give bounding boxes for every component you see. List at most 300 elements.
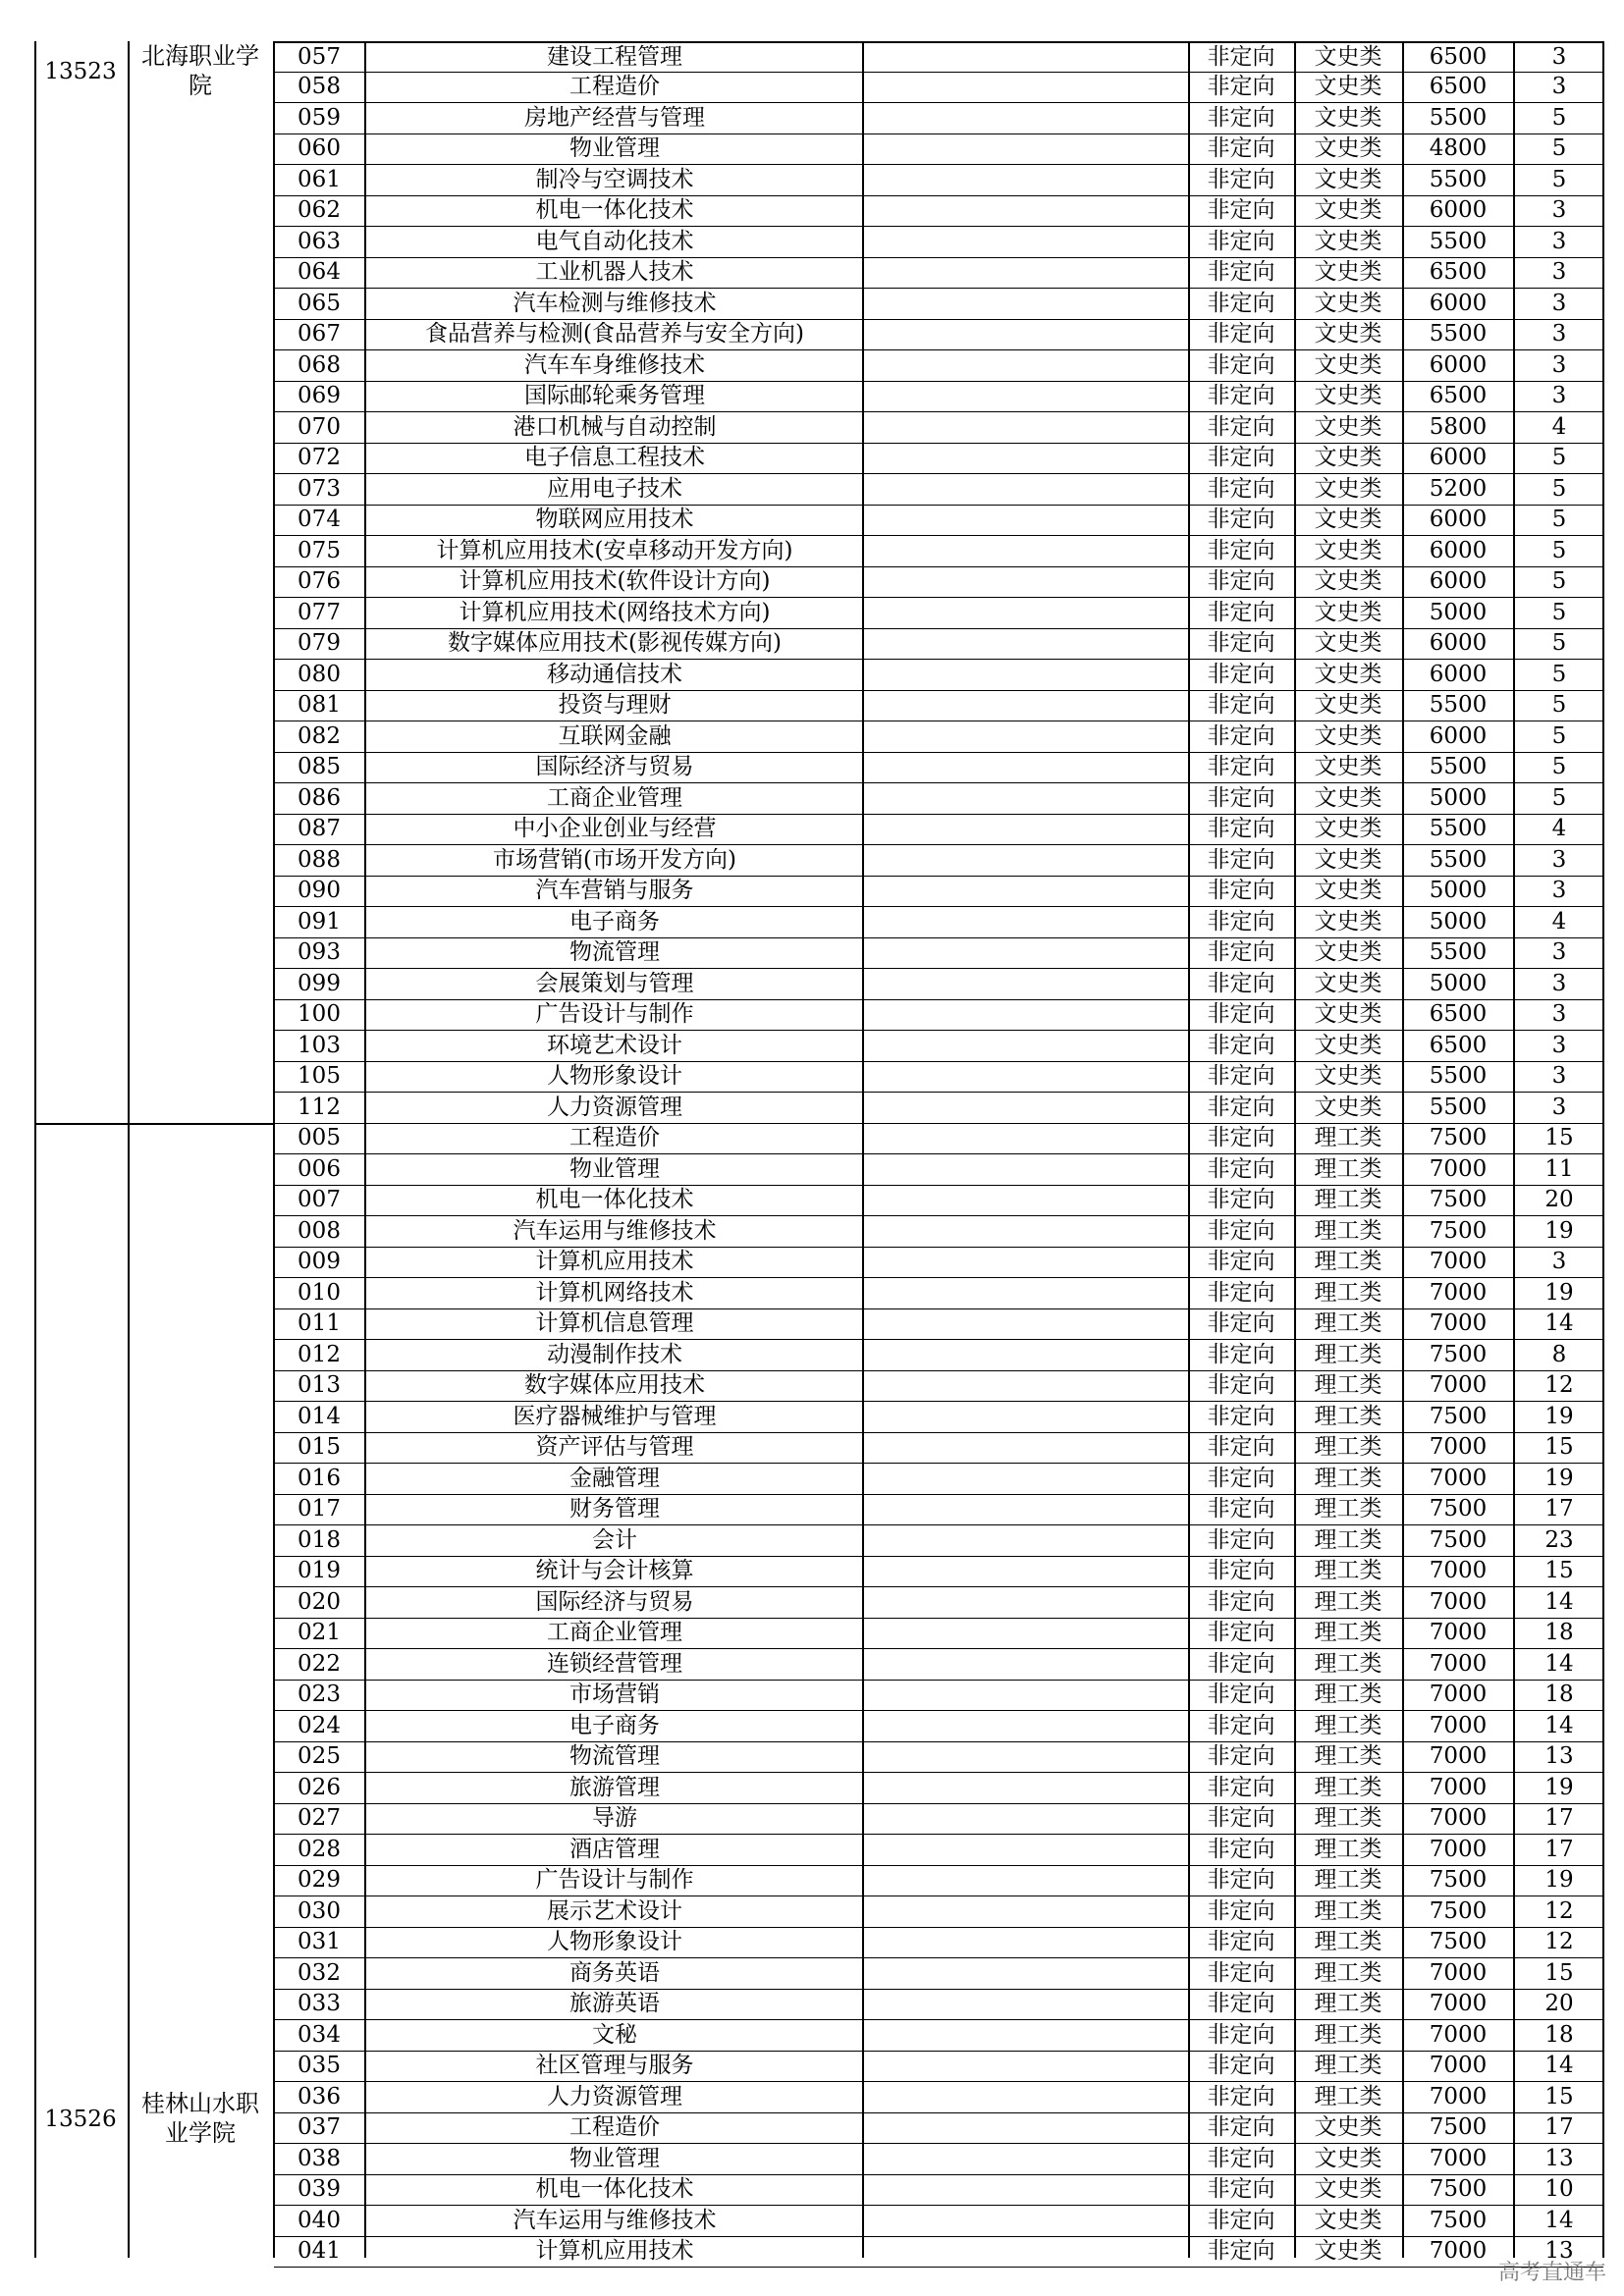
row-direction: 非定向 <box>1207 290 1275 316</box>
row-major: 广告设计与制作 <box>535 1001 694 1028</box>
table-row <box>274 1896 1603 1928</box>
row-plan: 12 <box>1544 1372 1574 1399</box>
row-fee: 5000 <box>1429 784 1488 811</box>
row-plan: 3 <box>1551 878 1567 904</box>
row-major: 国际邮轮乘务管理 <box>524 383 705 409</box>
table-row <box>274 969 1603 1000</box>
row-direction: 非定向 <box>1207 1032 1275 1058</box>
table-row <box>274 783 1603 815</box>
row-category: 理工类 <box>1314 1991 1382 2017</box>
row-direction: 非定向 <box>1207 2114 1275 2141</box>
row-code: 018 <box>298 1526 341 1553</box>
row-plan: 3 <box>1551 43 1567 70</box>
row-category: 文史类 <box>1314 413 1382 440</box>
row-direction: 非定向 <box>1207 1001 1275 1028</box>
row-category: 理工类 <box>1314 1588 1382 1615</box>
row-code: 069 <box>298 383 341 409</box>
row-category: 文史类 <box>1314 166 1382 192</box>
row-code: 070 <box>298 413 341 440</box>
row-code: 009 <box>298 1249 341 1275</box>
row-category: 文史类 <box>1314 878 1382 904</box>
table-row <box>274 1278 1603 1309</box>
table-row <box>274 444 1603 475</box>
table-row <box>274 1062 1603 1094</box>
row-fee: 7000 <box>1429 1682 1488 1708</box>
row-fee: 5000 <box>1429 599 1488 625</box>
row-plan: 17 <box>1544 1496 1574 1522</box>
row-plan: 19 <box>1544 1217 1574 1244</box>
row-direction: 非定向 <box>1207 104 1275 131</box>
row-major: 电气自动化技术 <box>535 228 694 254</box>
row-fee: 5500 <box>1429 754 1488 780</box>
row-direction: 非定向 <box>1207 1929 1275 1955</box>
row-category: 文史类 <box>1314 2114 1382 2141</box>
row-code: 035 <box>298 2053 341 2079</box>
row-code: 058 <box>298 74 341 100</box>
row-fee: 6000 <box>1429 351 1488 378</box>
row-code: 037 <box>298 2114 341 2141</box>
row-plan: 3 <box>1551 1249 1567 1275</box>
row-direction: 非定向 <box>1207 1650 1275 1677</box>
row-plan: 4 <box>1551 413 1567 440</box>
table-row <box>274 134 1603 166</box>
row-fee: 7000 <box>1429 1743 1488 1770</box>
row-plan: 17 <box>1544 1805 1574 1832</box>
row-direction: 非定向 <box>1207 135 1275 162</box>
row-code: 038 <box>298 2145 341 2171</box>
row-category: 文史类 <box>1314 197 1382 224</box>
row-code: 034 <box>298 2021 341 2048</box>
row-category: 理工类 <box>1314 1836 1382 1862</box>
row-major: 电子信息工程技术 <box>524 445 705 471</box>
row-category: 文史类 <box>1314 939 1382 966</box>
table-row <box>274 320 1603 351</box>
row-major: 旅游管理 <box>569 1774 660 1800</box>
row-code: 013 <box>298 1372 341 1399</box>
row-direction: 非定向 <box>1207 475 1275 502</box>
row-direction: 非定向 <box>1207 1063 1275 1090</box>
table-row <box>274 2144 1603 2175</box>
row-direction: 非定向 <box>1207 2238 1275 2265</box>
row-major: 汽车运用与维修技术 <box>513 2207 717 2233</box>
table-row <box>274 73 1603 104</box>
row-code: 088 <box>298 846 341 873</box>
row-major: 移动通信技术 <box>547 661 682 687</box>
row-direction: 非定向 <box>1207 2053 1275 2079</box>
row-code: 012 <box>298 1341 341 1367</box>
row-direction: 非定向 <box>1207 43 1275 70</box>
row-direction: 非定向 <box>1207 908 1275 934</box>
row-plan: 15 <box>1544 1558 1574 1584</box>
table-row <box>274 1248 1603 1279</box>
row-direction: 非定向 <box>1207 722 1275 749</box>
row-major: 建设工程管理 <box>547 43 682 70</box>
row-direction: 非定向 <box>1207 445 1275 471</box>
row-major: 机电一体化技术 <box>535 197 694 224</box>
row-category: 文史类 <box>1314 2176 1382 2203</box>
table-row <box>274 1587 1603 1619</box>
row-direction: 非定向 <box>1207 1959 1275 1986</box>
row-fee: 6000 <box>1429 290 1488 316</box>
row-code: 079 <box>298 630 341 657</box>
row-fee: 7000 <box>1429 1155 1488 1182</box>
row-major: 计算机应用技术(网络技术方向) <box>459 599 771 625</box>
row-direction: 非定向 <box>1207 1712 1275 1738</box>
row-major: 医疗器械维护与管理 <box>513 1403 717 1429</box>
table-row <box>274 196 1603 228</box>
row-category: 理工类 <box>1314 1526 1382 1553</box>
row-category: 文史类 <box>1314 722 1382 749</box>
row-direction: 非定向 <box>1207 2021 1275 2048</box>
table-row <box>274 1340 1603 1371</box>
table-row <box>274 1124 1603 1155</box>
row-direction: 非定向 <box>1207 1187 1275 1213</box>
row-fee: 7000 <box>1429 1712 1488 1738</box>
row-direction: 非定向 <box>1207 259 1275 286</box>
row-major: 酒店管理 <box>569 1836 660 1862</box>
row-fee: 7000 <box>1429 1249 1488 1275</box>
table-row <box>274 2082 1603 2113</box>
row-direction: 非定向 <box>1207 228 1275 254</box>
row-direction: 非定向 <box>1207 970 1275 996</box>
row-fee: 7500 <box>1429 1867 1488 1894</box>
row-code: 068 <box>298 351 341 378</box>
row-code: 077 <box>298 599 341 625</box>
row-code: 016 <box>298 1465 341 1491</box>
row-major: 工程造价 <box>569 1125 660 1151</box>
table-row <box>274 1773 1603 1804</box>
row-category: 文史类 <box>1314 784 1382 811</box>
row-direction: 非定向 <box>1207 1403 1275 1429</box>
row-code: 010 <box>298 1279 341 1306</box>
row-category: 文史类 <box>1314 74 1382 100</box>
row-plan: 5 <box>1551 599 1567 625</box>
row-major: 数字媒体应用技术(影视传媒方向) <box>448 630 782 657</box>
row-category: 理工类 <box>1314 1897 1382 1924</box>
row-direction: 非定向 <box>1207 2083 1275 2109</box>
row-direction: 非定向 <box>1207 630 1275 657</box>
row-major: 物业管理 <box>569 135 660 162</box>
table-row <box>274 289 1603 320</box>
row-plan: 3 <box>1551 290 1567 316</box>
row-direction: 非定向 <box>1207 2207 1275 2233</box>
row-major: 汽车检测与维修技术 <box>513 290 717 316</box>
row-plan: 3 <box>1551 74 1567 100</box>
row-fee: 7000 <box>1429 2083 1488 2109</box>
row-direction: 非定向 <box>1207 1465 1275 1491</box>
row-category: 文史类 <box>1314 568 1382 595</box>
row-code: 039 <box>298 2176 341 2203</box>
row-fee: 6500 <box>1429 383 1488 409</box>
row-fee: 5500 <box>1429 692 1488 719</box>
row-major: 市场营销 <box>569 1682 660 1708</box>
row-category: 文史类 <box>1314 228 1382 254</box>
row-major: 商务英语 <box>569 1959 660 1986</box>
row-code: 029 <box>298 1867 341 1894</box>
row-plan: 17 <box>1544 1836 1574 1862</box>
table-row <box>274 382 1603 413</box>
row-fee: 7500 <box>1429 1526 1488 1553</box>
row-category: 理工类 <box>1314 1867 1382 1894</box>
table-row <box>274 258 1603 290</box>
table-row <box>274 1866 1603 1897</box>
row-category: 理工类 <box>1314 2083 1382 2109</box>
row-category: 理工类 <box>1314 1217 1382 1244</box>
row-code: 008 <box>298 1217 341 1244</box>
row-plan: 13 <box>1544 2145 1574 2171</box>
row-major: 人力资源管理 <box>547 2083 682 2109</box>
table-row <box>274 1681 1603 1712</box>
row-plan: 18 <box>1544 2021 1574 2048</box>
row-fee: 7000 <box>1429 2238 1488 2265</box>
row-category: 文史类 <box>1314 537 1382 563</box>
row-major: 物业管理 <box>569 2145 660 2171</box>
table-row <box>274 227 1603 258</box>
row-fee: 7500 <box>1429 1403 1488 1429</box>
row-code: 023 <box>298 1682 341 1708</box>
row-major: 环境艺术设计 <box>547 1032 682 1058</box>
row-plan: 5 <box>1551 507 1567 533</box>
row-direction: 非定向 <box>1207 166 1275 192</box>
row-plan: 5 <box>1551 135 1567 162</box>
row-direction: 非定向 <box>1207 692 1275 719</box>
row-category: 文史类 <box>1314 2238 1382 2265</box>
row-plan: 3 <box>1551 321 1567 347</box>
row-code: 011 <box>298 1310 341 1337</box>
row-plan: 5 <box>1551 722 1567 749</box>
row-category: 文史类 <box>1314 2207 1382 2233</box>
row-direction: 非定向 <box>1207 784 1275 811</box>
row-plan: 19 <box>1544 1867 1574 1894</box>
row-plan: 11 <box>1544 1155 1574 1182</box>
row-fee: 7000 <box>1429 1310 1488 1337</box>
row-plan: 5 <box>1551 445 1567 471</box>
row-category: 理工类 <box>1314 1434 1382 1461</box>
table-row <box>274 721 1603 753</box>
row-code: 027 <box>298 1805 341 1832</box>
row-direction: 非定向 <box>1207 2145 1275 2171</box>
row-direction: 非定向 <box>1207 599 1275 625</box>
row-major: 电子商务 <box>569 1712 660 1738</box>
row-fee: 5800 <box>1429 413 1488 440</box>
row-category: 理工类 <box>1314 1650 1382 1677</box>
table-row <box>274 629 1603 661</box>
row-plan: 15 <box>1544 1125 1574 1151</box>
table-row <box>274 536 1603 567</box>
row-category: 理工类 <box>1314 1465 1382 1491</box>
row-major: 连锁经营管理 <box>547 1650 682 1677</box>
row-code: 020 <box>298 1588 341 1615</box>
row-direction: 非定向 <box>1207 1094 1275 1120</box>
row-plan: 3 <box>1551 1001 1567 1028</box>
row-major: 机电一体化技术 <box>535 2176 694 2203</box>
row-major: 国际经济与贸易 <box>535 754 694 780</box>
row-fee: 7000 <box>1429 1279 1488 1306</box>
table-row <box>274 938 1603 970</box>
row-category: 理工类 <box>1314 1620 1382 1646</box>
row-category: 文史类 <box>1314 290 1382 316</box>
row-category: 理工类 <box>1314 1682 1382 1708</box>
row-major: 数字媒体应用技术 <box>524 1372 705 1399</box>
row-category: 理工类 <box>1314 1155 1382 1182</box>
row-plan: 20 <box>1544 1991 1574 2017</box>
row-major: 财务管理 <box>569 1496 660 1522</box>
row-plan: 5 <box>1551 630 1567 657</box>
row-plan: 19 <box>1544 1403 1574 1429</box>
row-category: 文史类 <box>1314 383 1382 409</box>
table-row <box>274 1495 1603 1526</box>
table-row <box>274 1557 1603 1588</box>
row-major: 金融管理 <box>569 1465 660 1491</box>
row-major: 市场营销(市场开发方向) <box>493 846 736 873</box>
row-fee: 7000 <box>1429 1620 1488 1646</box>
row-plan: 14 <box>1544 1588 1574 1615</box>
row-code: 006 <box>298 1155 341 1182</box>
row-category: 文史类 <box>1314 754 1382 780</box>
row-major: 计算机应用技术 <box>535 2238 694 2265</box>
row-category: 理工类 <box>1314 1496 1382 1522</box>
row-category: 理工类 <box>1314 1125 1382 1151</box>
row-category: 文史类 <box>1314 475 1382 502</box>
table-row <box>274 1990 1603 2021</box>
row-fee: 7000 <box>1429 1558 1488 1584</box>
row-fee: 5500 <box>1429 816 1488 842</box>
row-code: 021 <box>298 1620 341 1646</box>
row-major: 国际经济与贸易 <box>535 1588 694 1615</box>
table-row <box>274 1186 1603 1217</box>
row-major: 互联网金融 <box>558 722 672 749</box>
row-category: 理工类 <box>1314 1743 1382 1770</box>
table-row <box>274 1000 1603 1032</box>
row-direction: 非定向 <box>1207 1743 1275 1770</box>
row-code: 065 <box>298 290 341 316</box>
row-major: 中小企业创业与经营 <box>513 816 717 842</box>
row-fee: 7500 <box>1429 1897 1488 1924</box>
table-row <box>274 41 1603 73</box>
row-code: 024 <box>298 1712 341 1738</box>
row-category: 理工类 <box>1314 1774 1382 1800</box>
row-major: 应用电子技术 <box>547 475 682 502</box>
row-major: 人力资源管理 <box>547 1094 682 1120</box>
row-category: 理工类 <box>1314 1279 1382 1306</box>
table-row <box>274 412 1603 444</box>
row-category: 理工类 <box>1314 1712 1382 1738</box>
table-row <box>274 2113 1603 2145</box>
row-fee: 5500 <box>1429 321 1488 347</box>
row-code: 074 <box>298 507 341 533</box>
table-row <box>274 845 1603 877</box>
row-code: 033 <box>298 1991 341 2017</box>
table-row <box>274 877 1603 908</box>
row-plan: 14 <box>1544 1712 1574 1738</box>
row-direction: 非定向 <box>1207 1558 1275 1584</box>
row-direction: 非定向 <box>1207 878 1275 904</box>
row-plan: 3 <box>1551 228 1567 254</box>
row-fee: 7000 <box>1429 1588 1488 1615</box>
row-code: 085 <box>298 754 341 780</box>
row-fee: 7500 <box>1429 1496 1488 1522</box>
table-row <box>274 1093 1603 1124</box>
table-row <box>274 1464 1603 1495</box>
row-fee: 7000 <box>1429 1650 1488 1677</box>
row-plan: 14 <box>1544 2053 1574 2079</box>
row-plan: 10 <box>1544 2176 1574 2203</box>
row-direction: 非定向 <box>1207 661 1275 687</box>
row-fee: 7000 <box>1429 1774 1488 1800</box>
row-fee: 6500 <box>1429 1001 1488 1028</box>
row-fee: 7000 <box>1429 1372 1488 1399</box>
row-fee: 7000 <box>1429 2053 1488 2079</box>
row-fee: 5500 <box>1429 846 1488 873</box>
school-separator <box>34 1123 275 1125</box>
table-row <box>274 1031 1603 1062</box>
row-major: 电子商务 <box>569 908 660 934</box>
row-code: 062 <box>298 197 341 224</box>
table-row <box>274 598 1603 629</box>
row-code: 103 <box>298 1032 341 1058</box>
row-category: 文史类 <box>1314 445 1382 471</box>
row-major: 港口机械与自动控制 <box>513 413 717 440</box>
table-row <box>274 691 1603 722</box>
row-code: 025 <box>298 1743 341 1770</box>
row-direction: 非定向 <box>1207 1836 1275 1862</box>
table-row <box>274 1958 1603 1990</box>
row-fee: 7500 <box>1429 1341 1488 1367</box>
table-row <box>274 1928 1603 1959</box>
row-direction: 非定向 <box>1207 1682 1275 1708</box>
row-fee: 5500 <box>1429 166 1488 192</box>
row-code: 032 <box>298 1959 341 1986</box>
row-major: 汽车营销与服务 <box>535 878 694 904</box>
row-code: 041 <box>298 2238 341 2265</box>
row-code: 073 <box>298 475 341 502</box>
row-category: 理工类 <box>1314 2021 1382 2048</box>
row-category: 理工类 <box>1314 1187 1382 1213</box>
row-plan: 5 <box>1551 692 1567 719</box>
row-plan: 12 <box>1544 1929 1574 1955</box>
table-row <box>274 753 1603 784</box>
row-plan: 20 <box>1544 1187 1574 1213</box>
row-code: 007 <box>298 1187 341 1213</box>
row-plan: 5 <box>1551 475 1567 502</box>
row-fee: 7000 <box>1429 1959 1488 1986</box>
row-fee: 6000 <box>1429 507 1488 533</box>
row-code: 026 <box>298 1774 341 1800</box>
row-code: 061 <box>298 166 341 192</box>
row-category: 文史类 <box>1314 970 1382 996</box>
row-fee: 7000 <box>1429 1836 1488 1862</box>
row-category: 文史类 <box>1314 135 1382 162</box>
table-row <box>274 1371 1603 1403</box>
row-direction: 非定向 <box>1207 1155 1275 1182</box>
row-code: 022 <box>298 1650 341 1677</box>
row-category: 文史类 <box>1314 661 1382 687</box>
row-code: 028 <box>298 1836 341 1862</box>
row-category: 理工类 <box>1314 1558 1382 1584</box>
row-direction: 非定向 <box>1207 1249 1275 1275</box>
row-major: 工业机器人技术 <box>535 259 694 286</box>
row-category: 文史类 <box>1314 259 1382 286</box>
row-major: 统计与会计核算 <box>535 1558 694 1584</box>
row-code: 091 <box>298 908 341 934</box>
row-fee: 7000 <box>1429 2021 1488 2048</box>
row-fee: 7500 <box>1429 1125 1488 1151</box>
row-plan: 15 <box>1544 2083 1574 2109</box>
row-code: 030 <box>298 1897 341 1924</box>
row-major: 计算机应用技术 <box>535 1249 694 1275</box>
row-category: 理工类 <box>1314 1929 1382 1955</box>
left-border <box>34 41 36 2258</box>
